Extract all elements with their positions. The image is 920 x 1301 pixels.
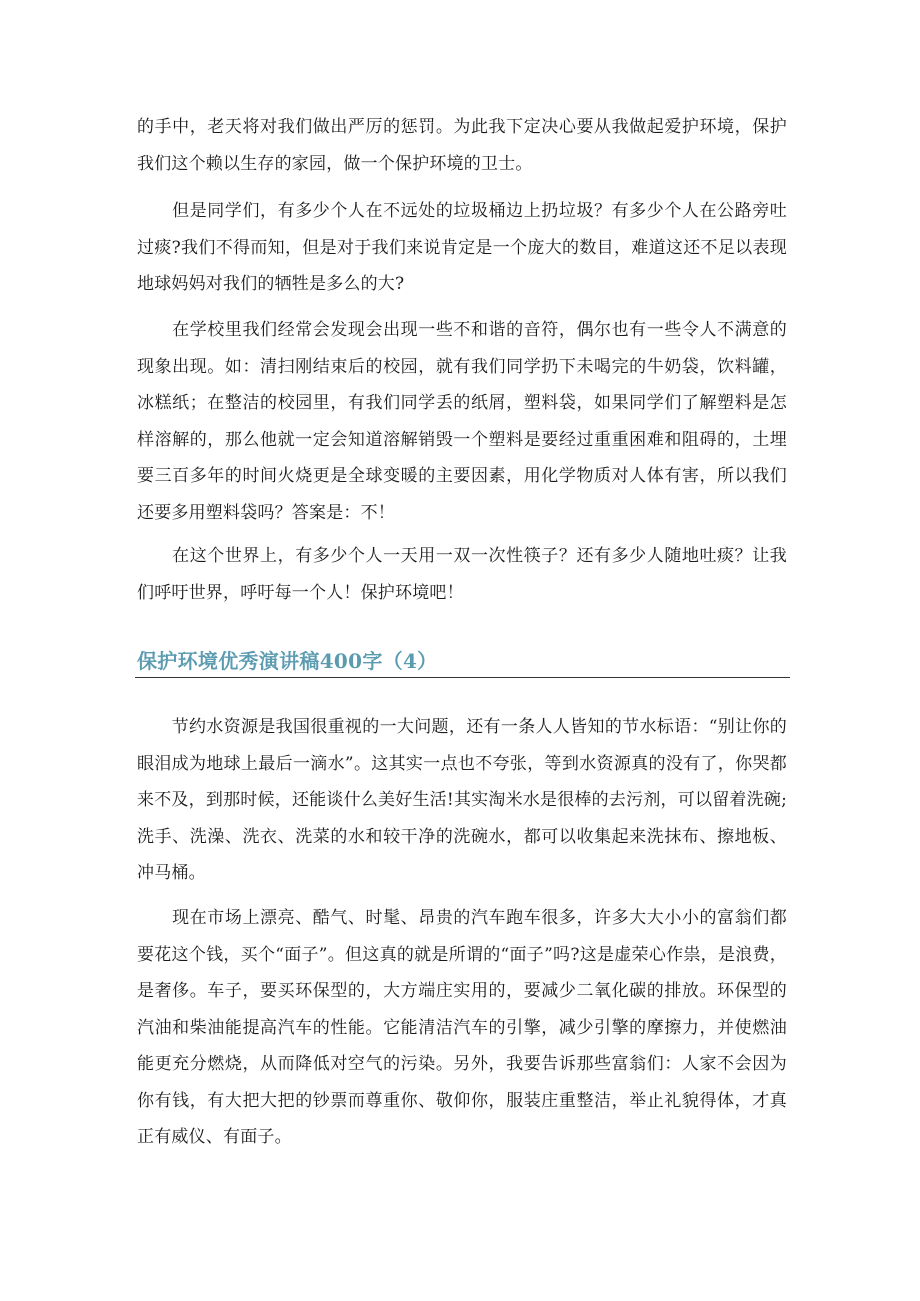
paragraph-1: 的手中，老天将对我们做出严厉的惩罚。为此我下定决心要从我做起爱护环境，保护我们这个赖以生存的家园，做一个保护环境的卫士。 [137,117,787,174]
paragraph-5: 节约水资源是我国很重视的一大问题，还有一条人人皆知的节水标语：“别让你的眼泪成为地球上最后一滴水”。这其实一点也不夸张，等到水资源真的没有了，你哭都来不及，到那时候，还能谈什么美好生活!其实淘米水是很棒的去污剂，可以留着洗碗;洗手、洗澡、洗衣、洗菜的水和较干净的洗碗水，都可以收集起来洗抹布、擦地板、冲马桶。 [137,717,787,883]
section-heading: 保护环境优秀演讲稿400字（4） [137,649,438,673]
paragraph-3: 在学校里我们经常会发现会出现一些不和谐的音符，偶尔也有一些令人不满意的现象出现。如：清扫刚结束后的校园，就有我们同学扔下未喝完的牛奶袋，饮料罐，冰糕纸；在整洁的校园里，有我们同学丢的纸屑，塑料袋，如果同学们了解塑料是怎样溶解的，那么他就一定会知道溶解销毁一个塑料是要经过重重困难和阻碍的，土埋要三百多年的时间火烧更是全球变暖的主要因素，用化学物质对人体有害，所以我们还要多用塑料袋吗？答案是：不！ [137,320,787,523]
paragraph-6: 现在市场上漂亮、酷气、时髦、昂贵的汽车跑车很多，许多大大小小的富翁们都要花这个钱，买个“面子”。但这真的就是所谓的“面子”吗?这是虚荣心作祟，是浪费，是奢侈。车子，要买环保型的，大方端庄实用的，要减少二氧化碳的排放。环保型的汽油和柴油能提高汽车的性能。它能清洁汽车的引擎，减少引擎的摩擦力，并使燃油能更充分燃烧，从而降低对空气的污染。另外，我要告诉那些富翁们：人家不会因为你有钱，有大把大把的钞票而尊重你、敬仰你，服装庄重整洁，举止礼貌得体，才真正有威仪、有面子。 [137,908,787,1147]
paragraph-2: 但是同学们，有多少个人在不远处的垃圾桶边上扔垃圾？有多少个人在公路旁吐过痰?我们不得而知，但是对于我们来说肯定是一个庞大的数目，难道这还不足以表现地球妈妈对我们的牺牲是多么的大? [137,201,787,294]
heading-divider [135,677,790,678]
paragraph-4: 在这个世界上，有多少个人一天用一双一次性筷子？还有多少人随地吐痰？让我们呼吁世界，呼吁每一个人！保护环境吧！ [137,546,787,603]
